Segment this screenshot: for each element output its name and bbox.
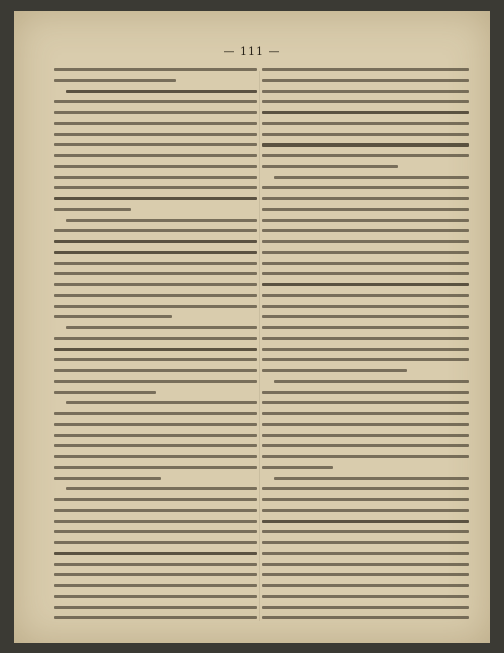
text-line — [54, 315, 172, 318]
text-line — [54, 358, 257, 361]
text-line — [66, 219, 257, 222]
column-gutter — [259, 71, 260, 621]
text-line — [262, 369, 407, 372]
text-line — [262, 100, 469, 103]
text-line — [54, 541, 257, 544]
text-line — [54, 79, 176, 82]
text-line — [54, 294, 257, 297]
text-line — [262, 133, 469, 136]
text-line — [262, 573, 469, 576]
text-line — [274, 176, 469, 179]
text-line — [66, 401, 257, 404]
text-line — [274, 477, 469, 480]
text-line — [66, 326, 257, 329]
text-line — [262, 186, 469, 189]
text-line — [262, 315, 469, 318]
text-line — [262, 283, 469, 286]
text-line — [262, 251, 469, 254]
text-line — [262, 305, 469, 308]
text-line — [262, 498, 469, 501]
text-line — [262, 229, 469, 232]
text-line — [54, 369, 257, 372]
text-line — [262, 584, 469, 587]
text-line — [54, 595, 257, 598]
text-line — [54, 122, 257, 125]
text-line — [262, 487, 469, 490]
text-line — [262, 272, 469, 275]
text-line — [262, 606, 469, 609]
page-number: — 111 — — [223, 45, 281, 58]
text-line — [262, 520, 469, 523]
text-line — [54, 111, 257, 114]
text-line — [262, 358, 469, 361]
text-line — [262, 412, 469, 415]
text-line — [54, 423, 257, 426]
text-line — [54, 391, 156, 394]
text-line — [54, 272, 257, 275]
text-line — [54, 477, 161, 480]
text-line — [54, 563, 257, 566]
text-line — [54, 434, 257, 437]
text-line — [54, 520, 257, 523]
text-line — [54, 154, 257, 157]
text-line — [54, 498, 257, 501]
text-line — [54, 208, 131, 211]
text-line — [262, 165, 398, 168]
text-line — [262, 219, 469, 222]
text-line — [262, 563, 469, 566]
text-line — [54, 68, 257, 71]
text-line — [54, 337, 257, 340]
text-line — [54, 197, 257, 200]
book-page — [14, 11, 490, 643]
text-line — [54, 616, 257, 619]
text-line — [54, 584, 257, 587]
text-line — [54, 100, 257, 103]
text-line — [54, 133, 257, 136]
text-line — [262, 154, 469, 157]
text-line — [54, 466, 257, 469]
text-line — [262, 337, 469, 340]
text-line — [262, 208, 469, 211]
text-line — [54, 380, 257, 383]
text-line — [262, 68, 469, 71]
text-line — [54, 305, 257, 308]
text-line — [262, 552, 469, 555]
text-line — [54, 573, 257, 576]
text-line — [262, 122, 469, 125]
text-line — [54, 251, 257, 254]
text-line — [262, 434, 469, 437]
text-line — [54, 455, 257, 458]
text-line — [54, 283, 257, 286]
text-line — [262, 455, 469, 458]
text-line — [262, 423, 469, 426]
text-line — [262, 530, 469, 533]
text-line — [54, 552, 257, 555]
text-line — [54, 412, 257, 415]
text-line — [262, 326, 469, 329]
text-line — [54, 229, 257, 232]
text-line — [54, 348, 257, 351]
left-text-column — [54, 64, 257, 626]
text-line — [262, 79, 469, 82]
text-line — [262, 541, 469, 544]
text-line — [54, 240, 257, 243]
text-line — [54, 165, 257, 168]
text-line — [262, 509, 469, 512]
text-line — [54, 262, 257, 265]
text-line — [54, 186, 257, 189]
text-line — [66, 90, 257, 93]
text-line — [262, 444, 469, 447]
text-line — [262, 197, 469, 200]
text-line — [54, 530, 257, 533]
text-line — [262, 111, 469, 114]
text-line — [262, 262, 469, 265]
text-line — [262, 294, 469, 297]
text-line — [54, 176, 257, 179]
text-line — [262, 348, 469, 351]
text-line — [66, 487, 257, 490]
text-line — [54, 444, 257, 447]
right-text-column — [262, 64, 469, 626]
text-line — [262, 616, 469, 619]
text-line — [274, 380, 469, 383]
text-line — [54, 606, 257, 609]
text-line — [262, 90, 469, 93]
text-line — [262, 240, 469, 243]
text-line — [262, 466, 333, 469]
text-line — [54, 143, 257, 146]
text-line — [262, 391, 469, 394]
text-line — [54, 509, 257, 512]
text-line — [262, 595, 469, 598]
text-line — [262, 143, 469, 146]
text-line — [262, 401, 469, 404]
